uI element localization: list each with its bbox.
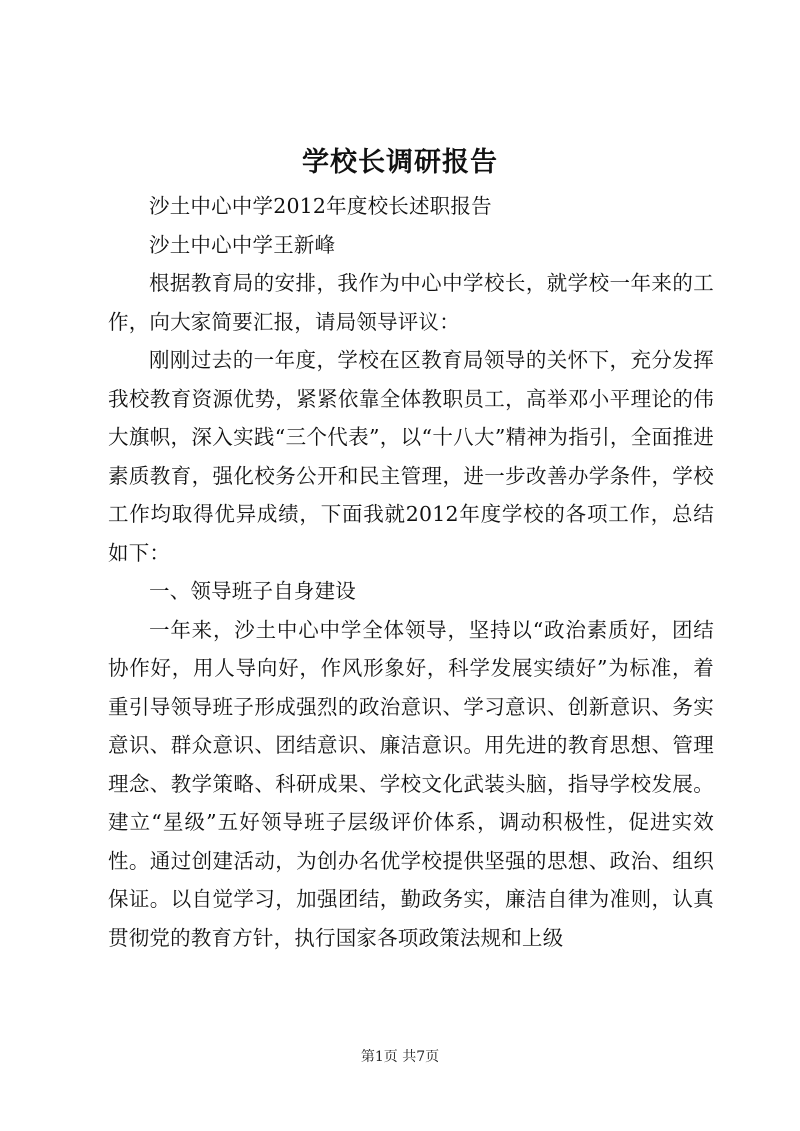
section-heading: 一、领导班子自身建设 <box>149 579 356 603</box>
document-body <box>108 187 714 957</box>
section-paragraph: 一年来，沙土中心中学全体领导，坚持以“政治素质好，团结协作好，用人导向好，作风形象好，科学发展实绩好”为标准，着重引导领导班子形成强烈的政治意识、学习意识、创新意识、务实意识、群众意识、团结意识、廉洁意识。用先进的教育思想、管理理念、教学策略、科研成果、学校文化武装头脑，指导学校发展。建立“星级”五好领导班子层级评价体系，调动积极性，促进实效性。通过创建活动，为创办名优学校提供坚强的思想、政治、组织保证。以自觉学习，加强团结，勤政务实，廉洁自律为准则，认真贯彻党的教育方针，执行国家各项政策法规和上级 <box>108 617 714 950</box>
subtitle-paragraph: 沙土中心中学2012年度校长述职报告 <box>149 194 492 218</box>
page-number-footer: 第1页 共7页 <box>360 1049 440 1065</box>
intro-paragraph: 根据教育局的安排，我作为中心中学校长，就学校一年来的工作，向大家简要汇报，请局领导评议： <box>108 271 714 334</box>
document-title: 学校长调研报告 <box>302 147 498 178</box>
author-paragraph: 沙土中心中学王新峰 <box>149 232 336 257</box>
summary-paragraph: 刚刚过去的一年度，学校在区教育局领导的关怀下，充分发挥我校教育资源优势，紧紧依靠全体教职员工，高举邓小平理论的伟大旗帜，深入实践“三个代表”，以“十八大”精神为指引，全面推进素质教育，强化校务公开和民主管理，进一步改善办学条件，学校工作均取得优异成绩，下面我就2012年度学校的各项工作，总结如下： <box>108 348 714 565</box>
